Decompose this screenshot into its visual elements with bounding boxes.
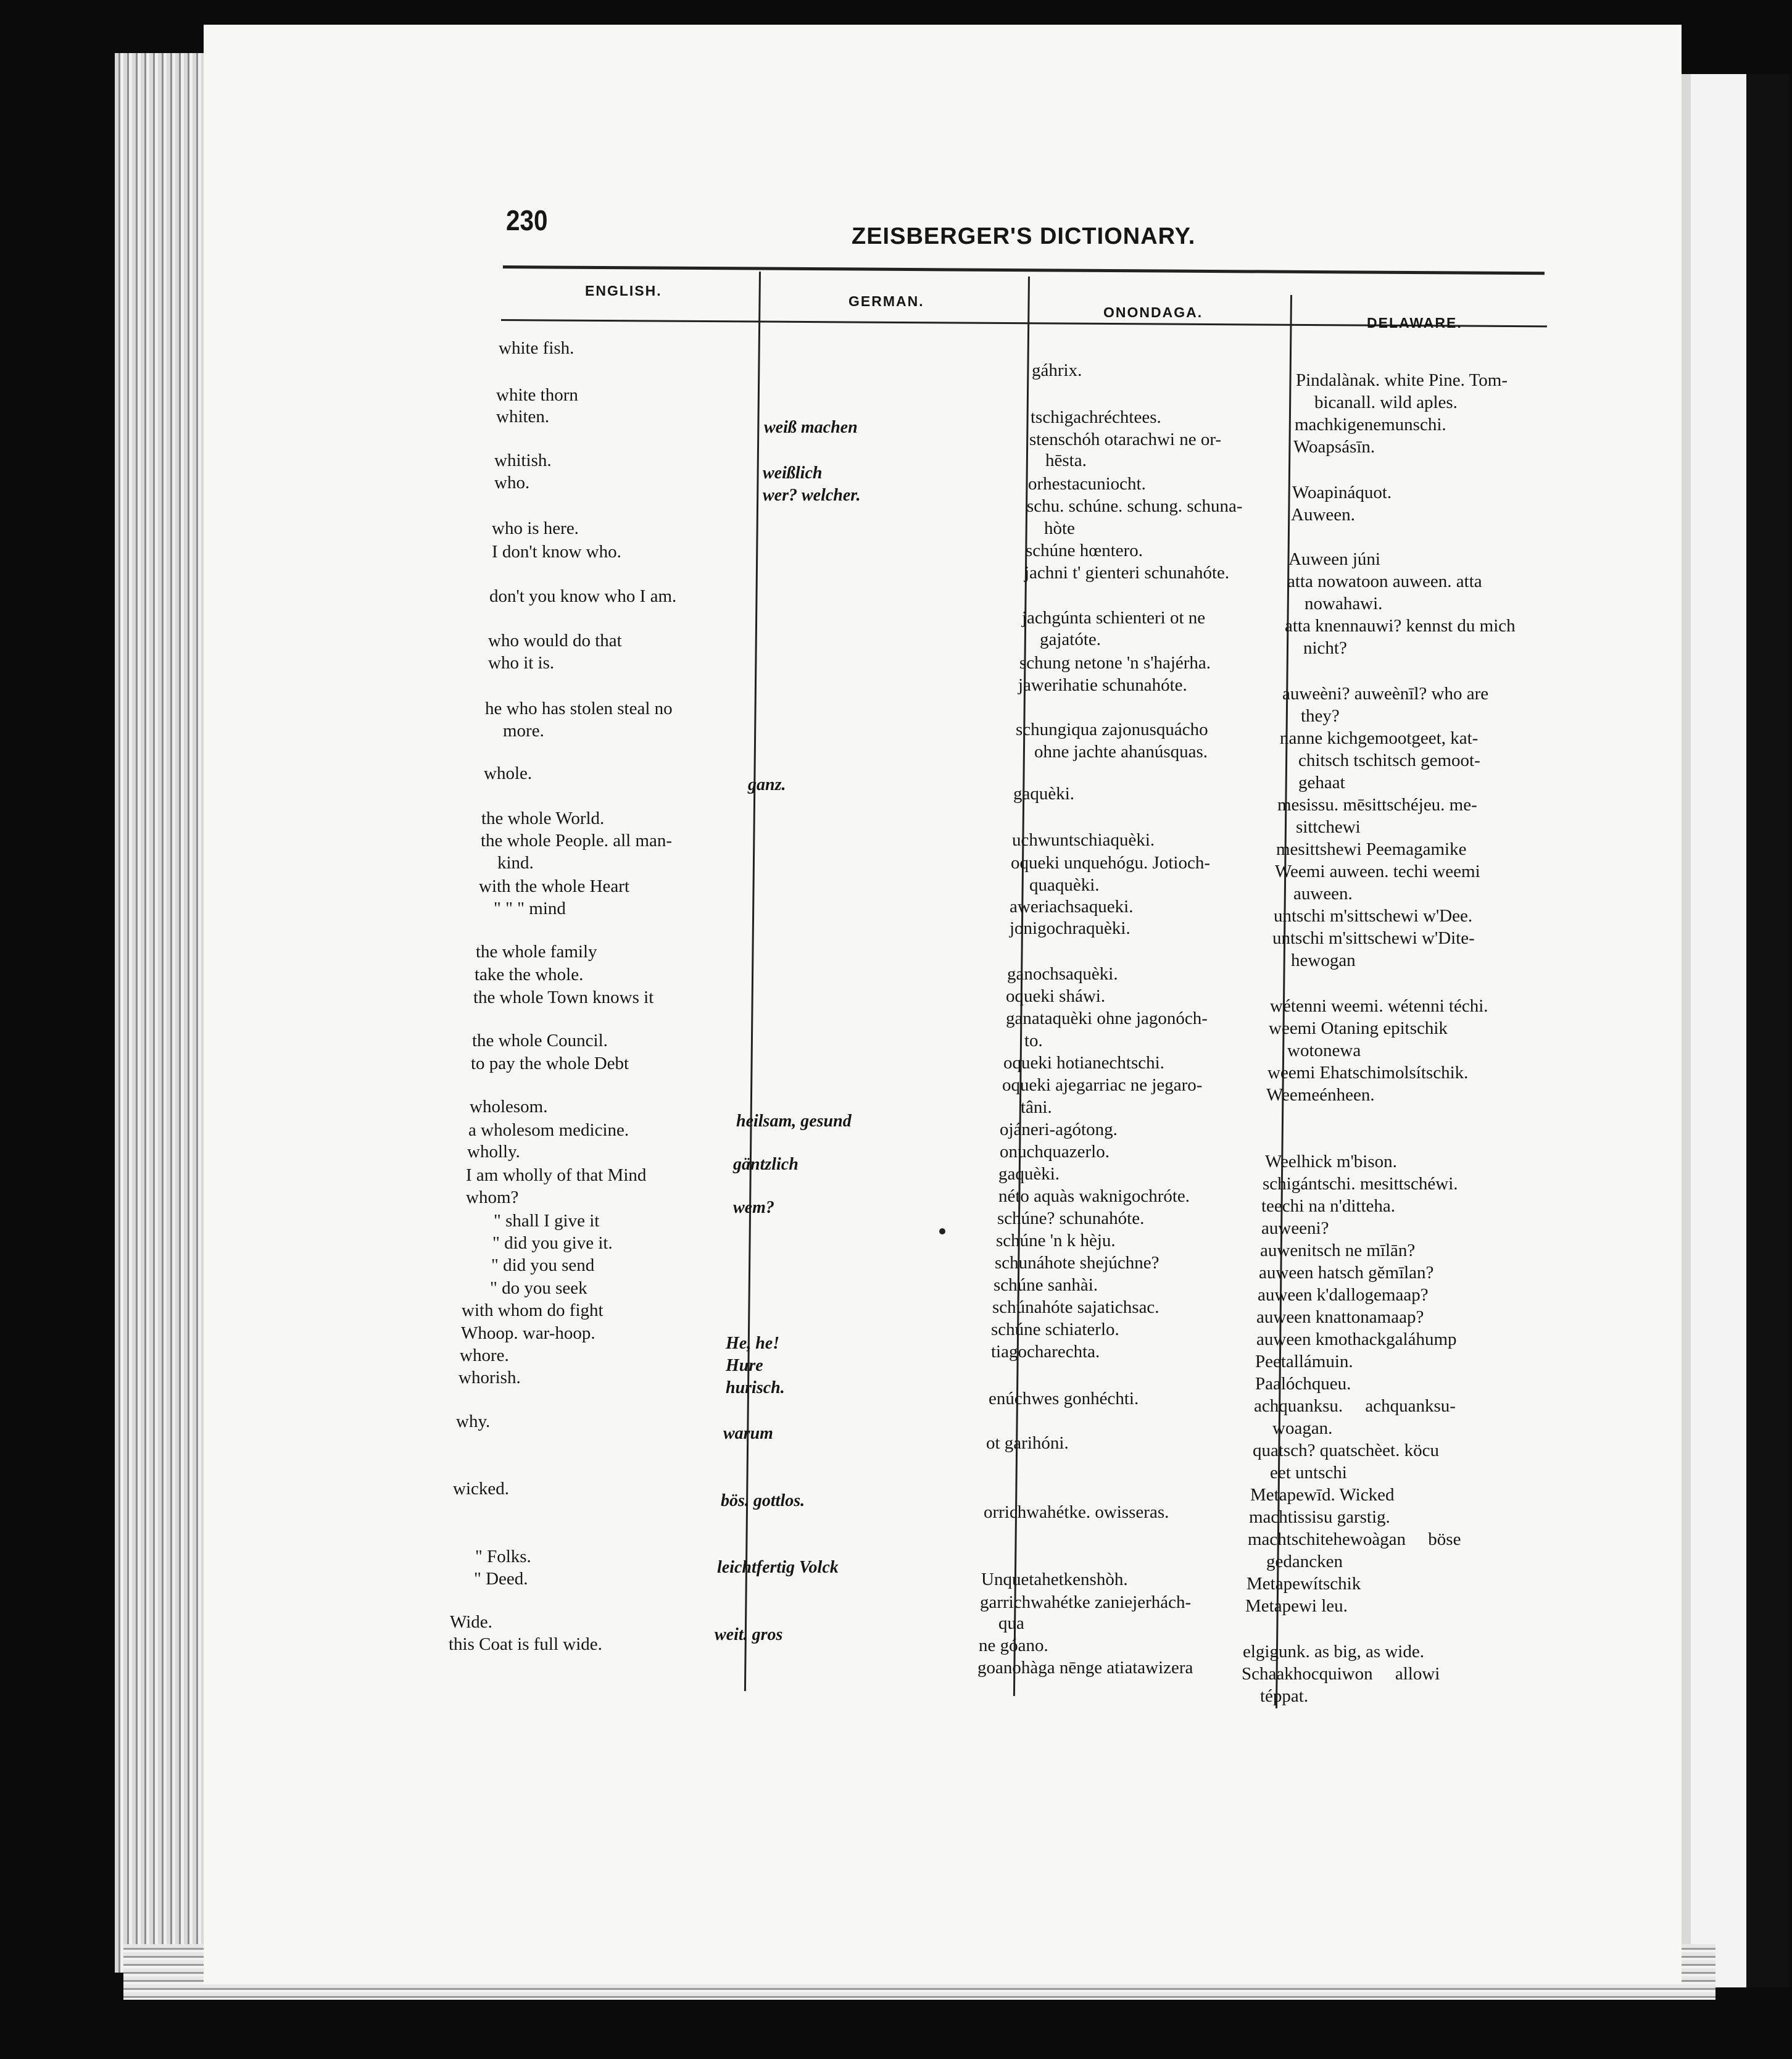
- delaware-entry: achquanksu. achquanksu-: [1254, 1396, 1456, 1416]
- delaware-entry: eet untschi: [1270, 1463, 1347, 1483]
- delaware-entry: machtissisu garstig.: [1249, 1507, 1390, 1527]
- german-entry: He, he!: [726, 1334, 780, 1353]
- english-entry: who it is.: [488, 653, 555, 673]
- english-entry: Wide.: [450, 1612, 492, 1632]
- onondaga-entry: Unquetahetkenshòh.: [981, 1570, 1128, 1589]
- english-entry: " do you seek: [490, 1278, 587, 1298]
- delaware-entry: Metapewi leu.: [1245, 1596, 1348, 1616]
- delaware-entry: weemi Ehatschimolsítschik.: [1267, 1063, 1469, 1083]
- onondaga-entry: schungiqua zajonusquácho: [1016, 720, 1208, 739]
- onondaga-entry: ne góano.: [979, 1636, 1048, 1655]
- onondaga-entry: garrichwahétke zaniejerhách-: [980, 1592, 1192, 1612]
- english-entry: kind.: [497, 853, 534, 873]
- english-entry: " shall I give it: [494, 1211, 600, 1231]
- onondaga-entry: schung netone 'n s'hajérha.: [1019, 653, 1211, 673]
- english-entry: the whole Council.: [472, 1031, 608, 1050]
- delaware-entry: machtschitehewoàgan böse: [1248, 1529, 1461, 1549]
- german-entry: warum: [723, 1424, 773, 1443]
- onondaga-entry: schúne sanhài.: [993, 1275, 1098, 1295]
- onondaga-entry: oqueki sháwi.: [1006, 986, 1106, 1006]
- delaware-entry: sittchewi: [1296, 817, 1361, 837]
- german-entry: leichtfertig Volck: [717, 1558, 839, 1577]
- delaware-entry: elgigunk. as big, as wide.: [1243, 1642, 1424, 1662]
- delaware-entry: atta knennauwi? kennst du mich: [1285, 616, 1516, 636]
- delaware-entry: mesittshewi Peemagamike: [1276, 839, 1467, 859]
- delaware-entry: Paalóchqueu.: [1255, 1374, 1351, 1394]
- delaware-entry: nowahawi.: [1305, 594, 1383, 614]
- german-entry: weit. gros: [715, 1625, 783, 1644]
- onondaga-entry: oqueki ajegarriac ne jegaro-: [1002, 1075, 1203, 1095]
- english-entry: " did you send: [491, 1255, 595, 1275]
- delaware-entry: auweeni?: [1261, 1218, 1329, 1238]
- english-entry: a wholesom medicine.: [468, 1120, 629, 1140]
- delaware-entry: Woapsásīn.: [1293, 437, 1375, 457]
- onondaga-entry: ohne jachte ahanúsquas.: [1034, 742, 1208, 762]
- english-entry: Whoop. war-hoop.: [461, 1323, 595, 1343]
- onondaga-entry: hòte: [1044, 518, 1075, 538]
- onondaga-entry: schúne? schunahóte.: [997, 1208, 1145, 1228]
- delaware-entry: Peetallámuin.: [1255, 1352, 1353, 1371]
- delaware-entry: Metapewīd. Wicked: [1250, 1485, 1395, 1505]
- delaware-entry: hewogan: [1291, 950, 1356, 970]
- english-entry: with the whole Heart: [479, 876, 630, 896]
- onondaga-entry: ot garihóni.: [986, 1433, 1069, 1453]
- onondaga-entry: orhestacuniocht.: [1028, 474, 1146, 494]
- onondaga-entry: orrichwahétke. owisseras.: [984, 1502, 1169, 1522]
- onondaga-entry: schunáhote shejúchne?: [995, 1253, 1159, 1273]
- delaware-entry: chitsch tschitsch gemoot-: [1298, 751, 1480, 770]
- onondaga-entry: schu. schúne. schung. schuna-: [1027, 496, 1243, 516]
- german-entry: hurisch.: [726, 1378, 785, 1397]
- onondaga-entry: stenschóh otarachwi ne or-: [1029, 430, 1222, 449]
- onondaga-entry: enúchwes gonhéchti.: [989, 1389, 1139, 1408]
- onondaga-entry: schúnahóte sajatichsac.: [992, 1297, 1159, 1317]
- delaware-entry: schigántschi. mesittschéwi.: [1263, 1174, 1458, 1194]
- english-entry: I am wholly of that Mind: [466, 1165, 647, 1185]
- onondaga-entry: néto aquàs waknigochróte.: [998, 1186, 1190, 1206]
- delaware-entry: auweèni? auweènīl? who are: [1282, 684, 1489, 704]
- onondaga-entry: oqueki unquehógu. Jotioch-: [1011, 853, 1210, 873]
- delaware-entry: Schaakhocquiwon allowi: [1242, 1664, 1440, 1684]
- english-entry: wholesom.: [470, 1097, 548, 1117]
- delaware-entry: auwenitsch ne mīlān?: [1260, 1241, 1416, 1260]
- delaware-entry: auween.: [1293, 884, 1353, 904]
- onondaga-entry: gaquèki.: [1013, 784, 1075, 804]
- english-entry: I don't know who.: [492, 542, 621, 562]
- column-header-onondaga: ONONDAGA.: [1103, 304, 1203, 320]
- onondaga-entry: gáhrix.: [1032, 360, 1082, 380]
- german-entry: wer? welcher.: [763, 486, 861, 505]
- english-entry: why.: [456, 1412, 491, 1431]
- onondaga-entry: aweriachsaqueki.: [1010, 897, 1134, 917]
- english-entry: take the whole.: [475, 965, 584, 984]
- onondaga-entry: gajatóte.: [1040, 630, 1101, 649]
- german-entry: weiß machen: [764, 418, 858, 437]
- onondaga-entry: ganochsaquèki.: [1007, 964, 1118, 984]
- english-entry: whorish.: [458, 1368, 521, 1387]
- delaware-entry: they?: [1301, 706, 1340, 726]
- delaware-entry: Weemi auween. techi weemi: [1275, 862, 1480, 881]
- german-entry: wem?: [733, 1198, 774, 1217]
- onondaga-entry: gaquèki.: [998, 1164, 1060, 1184]
- english-entry: whore.: [460, 1346, 509, 1365]
- english-entry: white thorn: [496, 385, 578, 405]
- english-entry: the whole Town knows it: [473, 988, 654, 1007]
- english-entry: more.: [503, 721, 544, 741]
- onondaga-entry: schúne hœntero.: [1026, 541, 1143, 560]
- english-entry: whiten.: [496, 407, 550, 426]
- english-entry: this Coat is full wide.: [449, 1634, 602, 1654]
- english-entry: to pay the whole Debt: [471, 1054, 629, 1073]
- delaware-entry: nanne kichgemootgeet, kat-: [1280, 728, 1479, 748]
- english-entry: whole.: [484, 763, 533, 783]
- onondaga-entry: tâni.: [1021, 1097, 1052, 1117]
- english-entry: whitish.: [494, 451, 552, 470]
- onondaga-entry: goanohàga nēnge atiatawizera: [977, 1658, 1193, 1678]
- onondaga-entry: to.: [1024, 1031, 1043, 1050]
- english-entry: whom?: [466, 1188, 519, 1207]
- german-entry: gäntzlich: [733, 1155, 799, 1174]
- delaware-entry: quatsch? quatschèet. köcu: [1253, 1441, 1439, 1460]
- english-entry: the whole World.: [481, 809, 605, 828]
- column-header-english: ENGLISH.: [585, 283, 662, 299]
- german-entry: ganz.: [748, 775, 786, 794]
- delaware-entry: gedancken: [1266, 1552, 1343, 1571]
- onondaga-entry: jachni t' gienteri schunahóte.: [1024, 563, 1230, 583]
- delaware-entry: auween kmothackgaláhump: [1256, 1329, 1457, 1349]
- delaware-entry: nicht?: [1303, 638, 1347, 658]
- delaware-entry: weemi Otaning epitschik: [1269, 1018, 1448, 1038]
- english-entry: he who has stolen steal no: [485, 699, 673, 718]
- book-right-edge: [1666, 74, 1790, 1987]
- delaware-entry: Metapewítschik: [1247, 1574, 1361, 1594]
- english-entry: the whole family: [476, 942, 597, 962]
- page-number: 230: [506, 204, 548, 236]
- onondaga-entry: schúne 'n k hèju.: [996, 1231, 1116, 1250]
- delaware-entry: untschi m'sittschewi w'Dee.: [1274, 906, 1473, 926]
- onondaga-entry: tschigachréchtees.: [1031, 407, 1161, 427]
- delaware-entry: untschi m'sittschewi w'Dite-: [1272, 928, 1475, 948]
- onondaga-entry: jonigochraquèki.: [1010, 918, 1130, 938]
- ink-speck: [939, 1228, 945, 1234]
- delaware-entry: Pindalànak. white Pine. Tom-: [1296, 370, 1508, 390]
- english-entry: wicked.: [453, 1479, 509, 1499]
- english-entry: don't you know who I am.: [489, 586, 677, 606]
- delaware-entry: auween k'dallogemaap?: [1258, 1285, 1429, 1305]
- delaware-entry: auween hatsch gĕmīlan?: [1259, 1263, 1434, 1283]
- delaware-entry: auween knattonamaap?: [1256, 1307, 1424, 1327]
- german-entry: heilsam, gesund: [736, 1112, 852, 1131]
- column-header-delaware: DELAWARE.: [1367, 315, 1462, 331]
- english-entry: " did you give it.: [492, 1233, 613, 1253]
- delaware-entry: Auween.: [1291, 505, 1355, 525]
- onondaga-entry: tiagocharechta.: [991, 1342, 1100, 1362]
- onondaga-entry: quaquèki.: [1029, 875, 1100, 895]
- german-entry: bös. gottlos.: [721, 1491, 805, 1510]
- delaware-entry: bicanall. wild aples.: [1314, 393, 1458, 412]
- onondaga-entry: schúne schiaterlo.: [991, 1320, 1119, 1339]
- delaware-entry: wétenni weemi. wétenni téchi.: [1270, 996, 1488, 1016]
- english-entry: wholly.: [467, 1142, 520, 1162]
- onondaga-entry: oqueki hotianechtschi.: [1003, 1053, 1164, 1073]
- english-entry: white fish.: [499, 338, 575, 358]
- english-entry: the whole People. all man-: [481, 831, 673, 851]
- column-header-german: GERMAN.: [848, 293, 924, 309]
- delaware-entry: Woapináquot.: [1292, 483, 1392, 502]
- english-entry: " Deed.: [474, 1569, 528, 1589]
- english-entry: who would do that: [488, 631, 622, 651]
- onondaga-entry: hēsta.: [1045, 451, 1087, 470]
- english-entry: " " " mind: [494, 899, 566, 918]
- onondaga-entry: ojáneri-agótong.: [1000, 1120, 1118, 1139]
- onondaga-entry: jachgúnta schienteri ot ne: [1022, 608, 1206, 628]
- delaware-entry: woagan.: [1272, 1418, 1333, 1438]
- english-entry: who.: [494, 473, 530, 493]
- onondaga-entry: ganataquèki ohne jagonóch-: [1006, 1009, 1208, 1028]
- german-entry: weißlich: [763, 464, 823, 483]
- delaware-entry: teechi na n'ditteha.: [1261, 1196, 1395, 1216]
- running-title: ZEISBERGER'S DICTIONARY.: [852, 223, 1196, 249]
- onondaga-entry: onuchquazerlo.: [1000, 1142, 1110, 1162]
- onondaga-entry: jawerihatie schunahóte.: [1018, 675, 1187, 695]
- delaware-entry: Weelhick m'bison.: [1265, 1152, 1397, 1171]
- english-entry: " Folks.: [475, 1547, 531, 1566]
- english-entry: with whom do fight: [462, 1300, 604, 1320]
- delaware-entry: mesissu. mēsittschéjeu. me-: [1277, 795, 1477, 815]
- delaware-entry: Weemeénheen.: [1266, 1085, 1375, 1105]
- delaware-entry: machkigenemunschi.: [1295, 415, 1446, 435]
- delaware-entry: téppat.: [1260, 1686, 1309, 1706]
- delaware-entry: atta nowatoon auween. atta: [1287, 572, 1482, 591]
- english-entry: who is here.: [492, 518, 579, 538]
- delaware-entry: wotonewa: [1287, 1041, 1361, 1060]
- delaware-entry: Auween júni: [1288, 549, 1380, 569]
- onondaga-entry: uchwuntschiaquèki.: [1012, 830, 1155, 850]
- onondaga-entry: qua: [998, 1613, 1024, 1633]
- german-entry: Hure: [726, 1356, 763, 1375]
- delaware-entry: gehaat: [1298, 773, 1345, 792]
